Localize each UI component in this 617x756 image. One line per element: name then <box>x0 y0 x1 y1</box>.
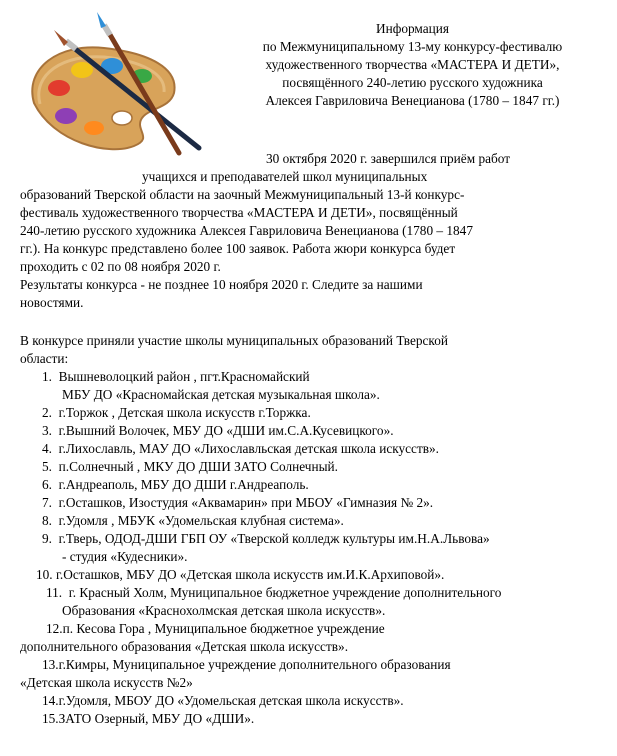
list-item: 6. г.Андреаполь, МБУ ДО ДШИ г.Андреаполь. <box>42 477 309 492</box>
intro-line: проходить с 02 по 08 ноября 2020 г. <box>20 259 221 274</box>
list-item-continuation: «Детская школа искусств №2» <box>20 675 193 690</box>
intro-line: Результаты конкурса - не позднее 10 ноября 2020 г. Следите за нашими <box>20 277 423 292</box>
title-line: художественного творчества «МАСТЕРА И ДЕТИ», <box>265 57 560 72</box>
intro-paragraph <box>20 150 600 312</box>
list-item: 15.ЗАТО Озерный, МБУ ДО «ДШИ». <box>42 711 255 726</box>
list-item: 11. г. Красный Холм, Муниципальное бюджетное учреждение дополнительного <box>46 585 502 600</box>
title-line: по Межмуниципальному 13-му конкурсу-фестивалю <box>262 39 563 54</box>
list-item-continuation: МБУ ДО «Красномайская детская музыкальная школа». <box>62 387 380 402</box>
intro-line: учащихся и преподавателей школ муниципальных <box>142 169 428 184</box>
participants-heading: области: <box>20 351 69 366</box>
participants-heading: В конкурсе приняли участие школы муниципальных образований Тверской <box>20 333 448 348</box>
intro-line: образований Тверской области на заочный Межмуниципальный 13-й конкурс- <box>20 187 465 202</box>
intro-line: 30 октября 2020 г. завершился приём работ <box>266 151 511 166</box>
list-item-continuation: дополнительного образования «Детская школа искусств». <box>20 639 349 654</box>
list-item-continuation: Образования «Краснохолмская детская школа искусств». <box>62 603 386 618</box>
document-title <box>220 20 605 110</box>
artist-palette-icon <box>14 8 214 158</box>
list-item: 1. Вышневолоцкий район , пгт.Красномайский <box>42 369 310 384</box>
list-item: 3. г.Вышний Волочек, МБУ ДО «ДШИ им.С.А.Кусевицкого». <box>42 423 394 438</box>
list-item: 13.г.Кимры, Муниципальное учреждение дополнительного образования <box>42 657 451 672</box>
list-item: 5. п.Солнечный , МКУ ДО ДШИ ЗАТО Солнечный. <box>42 459 338 474</box>
list-item: 10. г.Осташков, МБУ ДО «Детская школа искусств им.И.К.Архиповой». <box>36 567 445 582</box>
list-item: 2. г.Торжок , Детская школа искусств г.Торжка. <box>42 405 311 420</box>
list-item: 4. г.Лихославль, МАУ ДО «Лихославльская детская школа искусств». <box>42 441 440 456</box>
list-item: 14.г.Удомля, МБОУ ДО «Удомельская детская школа искусств». <box>42 693 404 708</box>
list-item: 9. г.Тверь, ОДОД-ДШИ ГБП ОУ «Тверской колледж культуры им.Н.А.Львова» <box>42 531 490 546</box>
intro-line: новостями. <box>20 295 84 310</box>
participants-list <box>20 368 600 728</box>
intro-line: фестиваль художественного творчества «МАСТЕРА И ДЕТИ», посвящённый <box>20 205 458 220</box>
list-item: 7. г.Осташков, Изостудия «Аквамарин» при МБОУ «Гимназия № 2». <box>42 495 434 510</box>
list-item: 8. г.Удомля , МБУК «Удомельская клубная система». <box>42 513 344 528</box>
intro-line: гг.). На конкурс представлено более 100 заявок. Работа жюри конкурса будет <box>20 241 456 256</box>
list-item: 12.п. Кесова Гора , Муниципальное бюджетное учреждение <box>46 621 385 636</box>
participants-section <box>20 332 600 728</box>
list-item-continuation: - студия «Кудесники». <box>62 549 188 564</box>
title-line: посвящённого 240-летию русского художника <box>282 75 543 90</box>
title-line: Информация <box>375 21 449 36</box>
intro-line: 240-летию русского художника Алексея Гавриловича Венецианова (1780 – 1847 <box>20 223 473 238</box>
title-line: Алексея Гавриловича Венецианова (1780 – 1847 гг.) <box>265 93 560 108</box>
